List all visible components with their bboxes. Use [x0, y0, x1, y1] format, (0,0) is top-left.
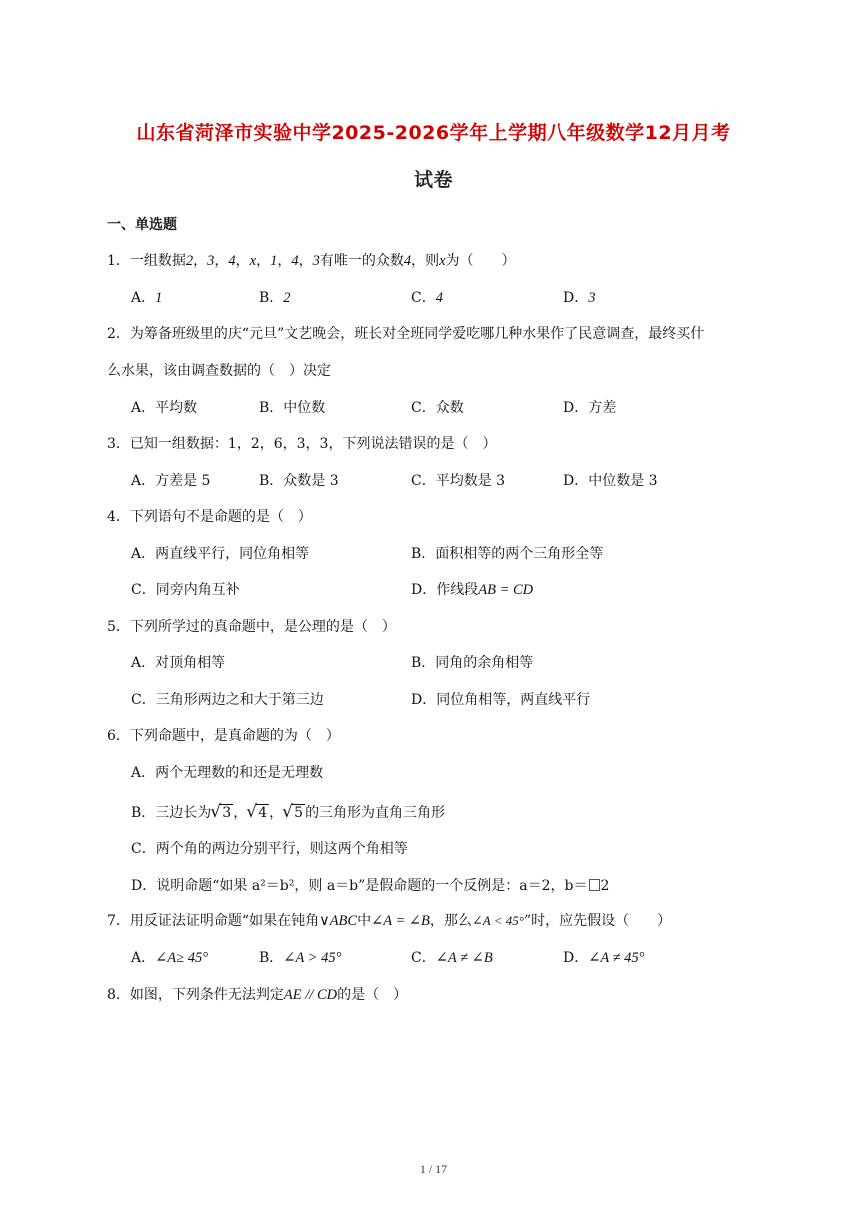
q2-option-b: B．中位数 — [259, 400, 326, 416]
q1-option-c: C．4 — [411, 290, 443, 306]
q1-option-d: D．3 — [563, 290, 596, 306]
question-2-line2: 么水果，该由调查数据的（ ）决定 — [107, 363, 331, 379]
sqrt-4: √ 4 — [247, 805, 269, 821]
sqrt-3: √ 3 — [211, 805, 233, 821]
missing-glyph-box — [589, 879, 600, 891]
question-1: 1．一组数据2，3，4，x，1，4，3有唯一的众数4，则x为（ ） — [107, 253, 516, 269]
doc-title-line2: 试卷 — [413, 169, 453, 191]
q5-option-d: D．同位角相等，两直线平行 — [411, 692, 591, 708]
q6-option-a: A．两个无理数的和还是无理数 — [131, 765, 324, 781]
q7-option-c: C．∠A ≠ ∠B — [411, 950, 493, 966]
question-5: 5．下列所学过的真命题中，是公理的是（ ） — [107, 619, 396, 635]
q2-option-c: C．众数 — [411, 400, 464, 416]
question-4: 4．下列语句不是命题的是（ ） — [107, 509, 312, 525]
q4-option-d: D．作线段AB = CD — [411, 582, 534, 598]
q3-option-c: C．平均数是 3 — [411, 473, 506, 489]
q6-option-d: D．说明命题“如果 a²＝b²，则 a＝b”是假命题的一个反例是：a＝2，b＝ 2 — [131, 878, 610, 894]
q3-option-a: A．方差是 5 — [131, 473, 211, 489]
q4-option-b: B．面积相等的两个三角形全等 — [411, 546, 604, 562]
q7-option-b: B．∠A > 45° — [259, 950, 342, 966]
q5-option-b: B．同角的余角相等 — [411, 655, 534, 671]
q2-option-a: A．平均数 — [131, 400, 198, 416]
q4-option-c: C．同旁内角互补 — [131, 582, 240, 598]
q7-option-a: A．∠A≥ 45° — [131, 950, 209, 966]
q4-option-a: A．两直线平行，同位角相等 — [131, 546, 310, 562]
q1-option-a: A．1 — [131, 290, 163, 306]
question-3: 3．已知一组数据：1，2，6，3，3，下列说法错误的是（ ） — [107, 436, 497, 452]
q7-option-d: D．∠A ≠ 45° — [563, 950, 645, 966]
question-8: 8．如图，下列条件无法判定AE // CD的是（ ） — [107, 987, 408, 1003]
question-6: 6．下列命题中，是真命题的为（ ） — [107, 728, 340, 744]
q3-option-d: D．中位数是 3 — [563, 473, 658, 489]
q5-option-a: A．对顶角相等 — [131, 655, 226, 671]
q3-option-b: B．众数是 3 — [259, 473, 339, 489]
q5-option-c: C．三角形两边之和大于第三边 — [131, 692, 324, 708]
sqrt-5: √ 5 — [283, 805, 305, 821]
q6-option-b: B．三边长为√ 3 ，√ 4 ，√ 5 的三角形为直角三角形 — [131, 802, 445, 822]
doc-title-line1: 山东省菏泽市实验中学2025-2026学年上学期八年级数学12月月考 — [136, 122, 731, 144]
question-2-line1: 2．为筹备班级里的庆“元旦”文艺晚会，班长对全班同学爱吃哪几种水果作了民意调查，最终买什 — [107, 326, 705, 342]
question-7: 7．用反证法证明命题“如果在钝角∨ABC中∠A = ∠B，那么∠A < 45°”时，应先假设（ ） — [107, 913, 672, 929]
q1-option-b: B．2 — [259, 290, 291, 306]
page-number: 1 / 17 — [419, 1162, 448, 1176]
q2-option-d: D．方差 — [563, 400, 617, 416]
section-heading: 一、单选题 — [107, 217, 177, 233]
q6-option-c: C．两个角的两边分别平行，则这两个角相等 — [131, 841, 408, 857]
